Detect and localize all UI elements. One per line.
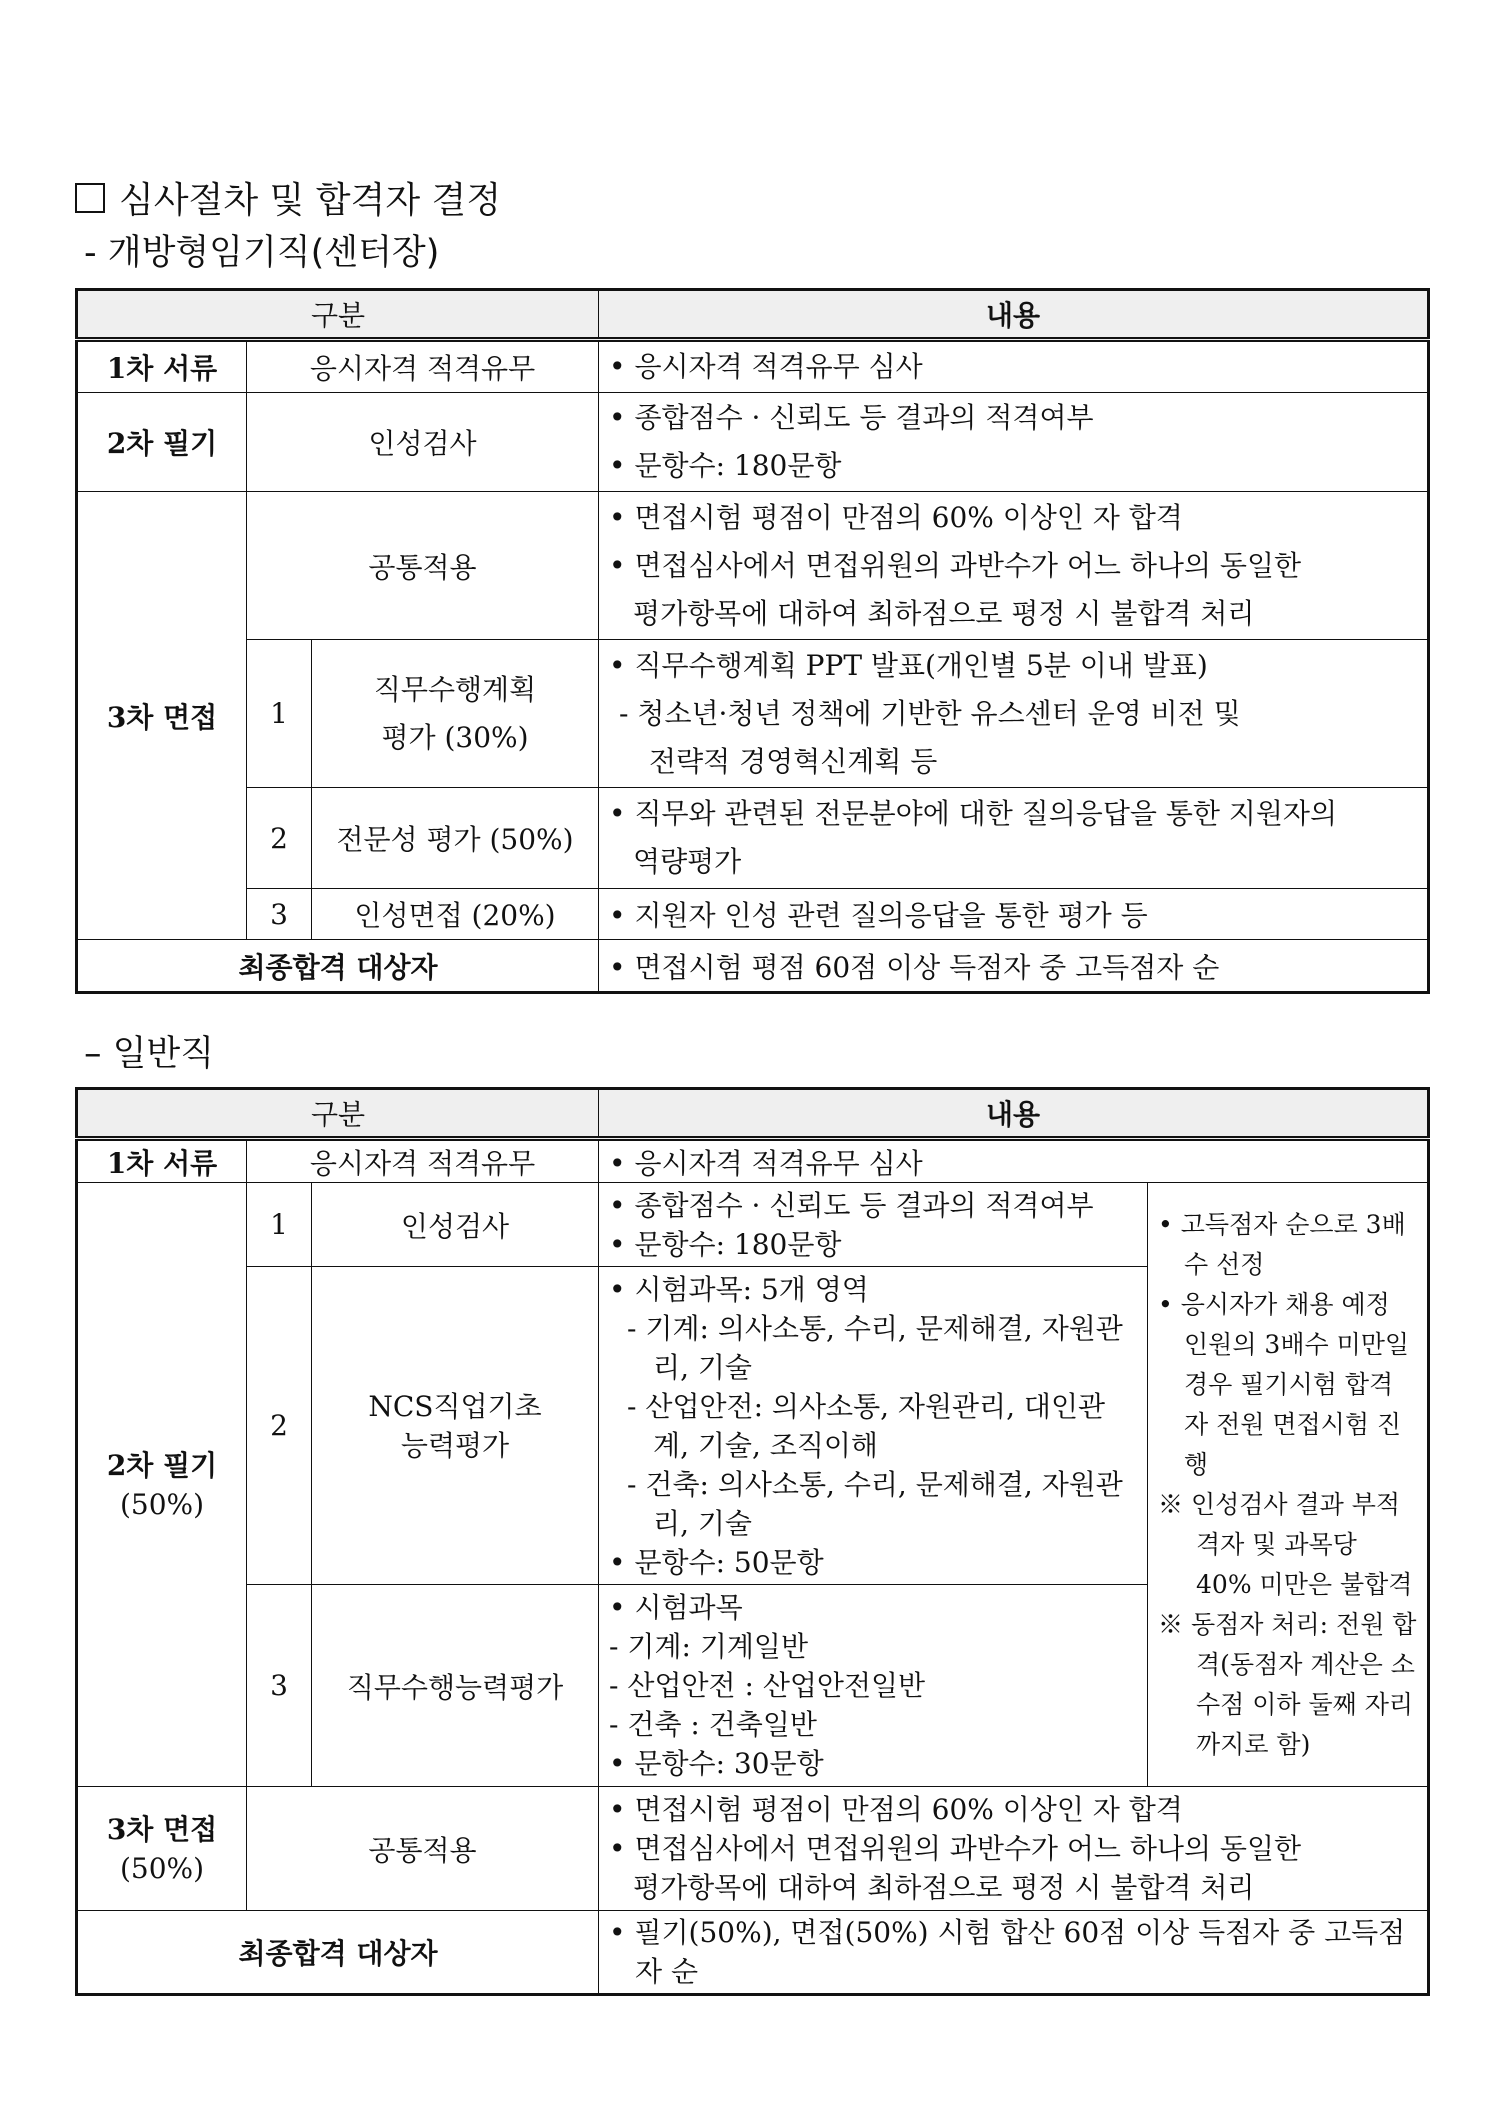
page-title bbox=[75, 172, 501, 223]
item: 인성면접 (20%) bbox=[312, 889, 599, 940]
content bbox=[599, 1787, 1429, 1911]
content: • 지원자 인성 관련 질의응답을 통한 평가 등 bbox=[599, 889, 1429, 940]
line: - 산업안전: 의사소통, 자원관리, 대인관계, 기술, 조직이해 bbox=[627, 1389, 1106, 1462]
item: 공통적용 bbox=[247, 1787, 599, 1911]
line: 직무수행계획 bbox=[373, 672, 537, 706]
content: • 면접시험 평점 60점 이상 득점자 중 고득점자 순 bbox=[599, 940, 1429, 993]
line: (50%) bbox=[119, 1487, 205, 1521]
item: 직무수행능력평가 bbox=[312, 1585, 599, 1787]
line: - 기계: 기계일반 bbox=[609, 1630, 809, 1663]
line: • 면접심사에서 면접위원의 과반수가 어느 하나의 동일한 bbox=[609, 1832, 1302, 1865]
line: - 산업안전 : 산업안전일반 bbox=[609, 1669, 926, 1702]
table-row bbox=[77, 1139, 1429, 1183]
section-heading-open-position: - 개방형임기직(센터장) bbox=[84, 233, 440, 273]
item: 응시자격 적격유무 bbox=[247, 1139, 599, 1183]
content: • 응시자격 적격유무 심사 bbox=[599, 340, 1429, 393]
line: - 건축: 의사소통, 수리, 문제해결, 자원관리, 기술 bbox=[627, 1467, 1123, 1540]
line: 전략적 경영혁신계획 등 bbox=[649, 744, 938, 778]
line: 능력평가 bbox=[400, 1428, 510, 1462]
item bbox=[312, 640, 599, 788]
table-row bbox=[77, 788, 1429, 889]
line: • 문항수: 50문항 bbox=[609, 1545, 824, 1579]
content bbox=[599, 640, 1429, 788]
content bbox=[599, 1183, 1148, 1267]
header-category: 구분 bbox=[77, 1089, 599, 1139]
line: 평가항목에 대하여 최하점으로 평정 시 불합격 처리 bbox=[633, 596, 1255, 630]
selection-note bbox=[1148, 1183, 1429, 1787]
sub-number: 2 bbox=[247, 1267, 312, 1585]
line: - 기계: 의사소통, 수리, 문제해결, 자원관리, 기술 bbox=[627, 1311, 1123, 1384]
table-row bbox=[77, 640, 1429, 788]
line: • 직무와 관련된 전문분야에 대한 질의응답을 통한 지원자의 bbox=[609, 797, 1338, 830]
sub-number: 1 bbox=[247, 640, 312, 788]
table-row bbox=[77, 1911, 1429, 1995]
line: 3차 면접 bbox=[106, 1812, 218, 1846]
line: • 문항수: 30문항 bbox=[609, 1747, 824, 1780]
table-row bbox=[77, 492, 1429, 640]
line: 평가항목에 대하여 최하점으로 평정 시 불합격 처리 bbox=[633, 1871, 1255, 1904]
header-content: 내용 bbox=[599, 290, 1429, 340]
content bbox=[599, 1585, 1148, 1787]
table-general bbox=[75, 1087, 1430, 1996]
stage: 1차 서류 bbox=[77, 1139, 247, 1183]
item: 인성검사 bbox=[247, 393, 599, 492]
sub-number: 3 bbox=[247, 889, 312, 940]
content bbox=[599, 393, 1429, 492]
line: NCS직업기초 bbox=[368, 1389, 542, 1423]
stage bbox=[77, 1183, 247, 1787]
table-row bbox=[77, 393, 1429, 492]
stage: 3차 면접 bbox=[77, 492, 247, 940]
section-heading-general: – 일반직 bbox=[84, 1034, 215, 1074]
title-text: 심사절차 및 합격자 결정 bbox=[119, 180, 502, 221]
content: • 응시자격 적격유무 심사 bbox=[599, 1139, 1429, 1183]
item: 인성검사 bbox=[312, 1183, 599, 1267]
item: 응시자격 적격유무 bbox=[247, 340, 599, 393]
checkbox-square-icon bbox=[75, 183, 105, 213]
line: - 청소년·청년 정책에 기반한 유스센터 운영 비전 및 bbox=[619, 696, 1241, 730]
line: • 종합점수 · 신뢰도 등 결과의 적격여부 bbox=[609, 1188, 1094, 1222]
line: ※ 인성검사 결과 부적격자 및 과목당 40% 미만은 불합격 bbox=[1158, 1489, 1413, 1599]
line: • 시험과목: 5개 영역 bbox=[609, 1272, 869, 1306]
final-label: 최종합격 대상자 bbox=[77, 940, 599, 993]
content bbox=[599, 492, 1429, 640]
line: • 종합점수 · 신뢰도 등 결과의 적격여부 bbox=[609, 401, 1094, 434]
table-row bbox=[77, 1183, 1429, 1267]
line: (50%) bbox=[119, 1851, 205, 1885]
line: ※ 동점자 처리: 전원 합격(동점자 계산은 소수점 이하 둘째 자리까지로 함) bbox=[1158, 1609, 1417, 1759]
line: - 건축 : 건축일반 bbox=[609, 1708, 817, 1741]
final-label: 최종합격 대상자 bbox=[77, 1911, 599, 1995]
table-row bbox=[77, 340, 1429, 393]
stage: 2차 필기 bbox=[77, 393, 247, 492]
line: • 면접시험 평점이 만점의 60% 이상인 자 합격 bbox=[609, 500, 1183, 534]
header-category: 구분 bbox=[77, 290, 599, 340]
line: • 문항수: 180문항 bbox=[609, 1227, 842, 1261]
stage: 1차 서류 bbox=[77, 340, 247, 393]
content bbox=[599, 788, 1429, 889]
line: 평가 (30%) bbox=[381, 720, 529, 754]
content bbox=[599, 1267, 1148, 1585]
line: • 응시자가 채용 예정 인원의 3배수 미만일 경우 필기시험 합격자 전원 면접시험 진행 bbox=[1158, 1289, 1410, 1479]
item: 공통적용 bbox=[247, 492, 599, 640]
item bbox=[312, 1267, 599, 1585]
item: 전문성 평가 (50%) bbox=[312, 788, 599, 889]
line: • 고득점자 순으로 3배수 선정 bbox=[1158, 1209, 1406, 1279]
table-row bbox=[77, 889, 1429, 940]
sub-number: 1 bbox=[247, 1183, 312, 1267]
sub-number: 3 bbox=[247, 1585, 312, 1787]
line: 2차 필기 bbox=[106, 1448, 218, 1482]
stage bbox=[77, 1787, 247, 1911]
line: • 면접심사에서 면접위원의 과반수가 어느 하나의 동일한 bbox=[609, 548, 1302, 582]
table-row bbox=[77, 1787, 1429, 1911]
line: 역량평가 bbox=[633, 845, 742, 878]
line: • 시험과목 bbox=[609, 1591, 743, 1624]
line: • 직무수행계획 PPT 발표(개인별 5분 이내 발표) bbox=[609, 648, 1208, 682]
line: • 면접시험 평점이 만점의 60% 이상인 자 합격 bbox=[609, 1793, 1183, 1826]
table-open-position bbox=[75, 288, 1430, 994]
sub-number: 2 bbox=[247, 788, 312, 889]
line: • 문항수: 180문항 bbox=[609, 449, 842, 482]
table-row bbox=[77, 940, 1429, 993]
content: • 필기(50%), 면접(50%) 시험 합산 60점 이상 득점자 중 고득점자 순 bbox=[599, 1911, 1429, 1995]
header-content: 내용 bbox=[599, 1089, 1429, 1139]
